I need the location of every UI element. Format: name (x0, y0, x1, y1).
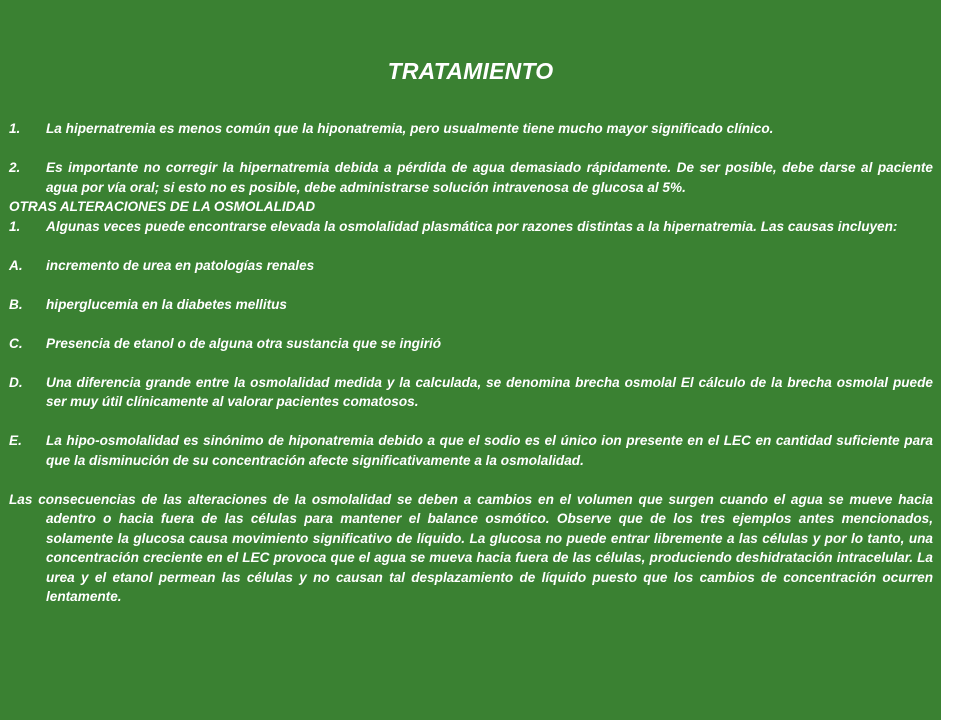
list-marker: D. (9, 374, 23, 390)
list-marker: C. (9, 335, 23, 351)
list-item-text: La hipo-osmolalidad es sinónimo de hiponatremia debido a que el sodio es el único ion presente en el LEC en cantidad suficiente para que la disminución de su concentración afecte significativamente a la osmolalidad. (46, 433, 933, 468)
list-item-text: Presencia de etanol o de alguna otra sustancia que se ingirió (46, 335, 442, 351)
cause-item-e (9, 431, 933, 470)
section-heading: OTRAS ALTERACIONES DE LA OSMOLALIDAD (9, 199, 316, 214)
list-marker: 2. (9, 160, 21, 175)
list-marker: E. (9, 433, 22, 448)
list-marker: 1. (9, 121, 21, 136)
slide-body (9, 119, 933, 607)
cause-item-a (9, 256, 933, 276)
list-marker: 1. (9, 218, 21, 234)
list-item-text: La hipernatremia es menos común que la hiponatremia, pero usualmente tiene mucho mayor significado clínico. (46, 121, 774, 136)
list-item-text: Es importante no corregir la hipernatremia debida a pérdida de agua demasiado rápidamente. De ser posible, debe darse al paciente agua por vía oral; si esto no es posible, debe administrarse solución intravenosa de glucosa al 5%. (46, 160, 933, 195)
treatment-item-1 (9, 119, 933, 139)
list-marker: A. (9, 257, 23, 273)
cause-item-b (9, 295, 933, 315)
list-item-text: hiperglucemia en la diabetes mellitus (46, 296, 287, 312)
slide-title: TRATAMIENTO (387, 58, 554, 84)
cause-item-d (9, 373, 933, 412)
conclusion-paragraph: Las consecuencias de las alteraciones de la osmolalidad se deben a cambios en el volumen que surgen cuando el agua se mueve hacia adentro o hacia fuera de las células para mantener el balance osmótico. Observe que de los tres ejemplos antes mencionados, solamente la glucosa causa movimiento significativo de líquido. La glucosa no puede entrar libremente a las células y por lo tanto, una concentración creciente en el LEC provoca que el agua se mueva hacia fuera de las células, produciendo deshidratación intracelular. La urea y el etanol permean las células y no causan tal desplazamiento de líquido puesto que los cambios de concentración ocurren lentamente. (9, 491, 933, 604)
treatment-item-2 (9, 158, 933, 197)
list-item-text: incremento de urea en patologías renales (46, 257, 315, 273)
list-item-text: Una diferencia grande entre la osmolalidad medida y la calculada, se denomina brecha osmolal El cálculo de la brecha osmolal puede ser muy útil clínicamente al valorar pacientes comatosos. (46, 374, 933, 409)
cause-item-c (9, 334, 933, 354)
osmolality-intro-item (9, 217, 933, 237)
list-marker: B. (9, 296, 23, 312)
list-item-text: Algunas veces puede encontrarse elevada la osmolalidad plasmática por razones distintas a la hipernatremia. Las causas incluyen: (46, 218, 898, 234)
